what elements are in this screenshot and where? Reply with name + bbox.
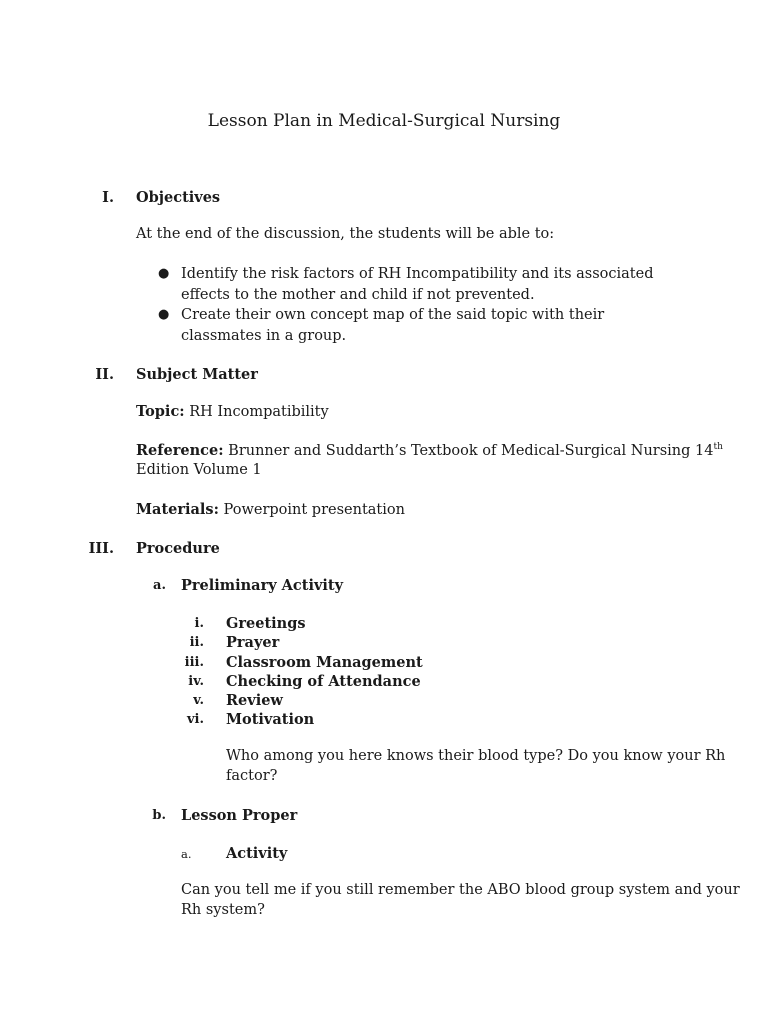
section-numeral-1: I.	[102, 189, 114, 206]
list-item-text: Greetings	[226, 615, 306, 632]
subsection-heading-lesson-proper: Lesson Proper	[181, 807, 298, 824]
objective-text: Identify the risk factors of RH Incompatibility and its associated effects to the mother and child if not prevented.	[181, 266, 654, 303]
topic-value: RH Incompatibility	[189, 404, 329, 420]
activity-heading: Activity	[226, 845, 288, 862]
subsection-heading-preliminary: Preliminary Activity	[181, 577, 344, 594]
preliminary-activity-list	[160, 614, 423, 730]
section-heading-objectives: Objectives	[136, 189, 221, 206]
materials-line	[136, 501, 405, 518]
section-numeral-3: III.	[88, 540, 114, 557]
list-item	[160, 633, 280, 652]
objectives-list	[158, 264, 678, 346]
list-item-text: Review	[226, 692, 283, 710]
topic-label: Topic:	[136, 403, 185, 420]
activity-question-line-1: Can you tell me if you still remember the ABO blood group system and your	[181, 882, 740, 898]
list-item-numeral: iv.	[188, 673, 204, 689]
reference-value: Brunner and Suddarth’s Textbook of Medical-Surgical Nursing 14	[228, 443, 714, 459]
reference-label: Reference:	[136, 442, 224, 459]
reference-superscript: th	[713, 442, 723, 453]
topic-line	[136, 403, 329, 420]
section-numeral-2: II.	[95, 366, 114, 383]
list-item	[160, 672, 421, 691]
subsection-letter-b: b.	[152, 808, 166, 823]
section-heading-subject-matter: Subject Matter	[136, 366, 258, 383]
subsection-letter-a: a.	[153, 578, 166, 593]
list-item-numeral: vi.	[186, 712, 204, 728]
materials-label: Materials:	[136, 501, 219, 518]
list-item	[160, 614, 306, 633]
bullet-icon: ●	[158, 307, 170, 322]
list-item	[160, 691, 283, 710]
list-item	[160, 653, 423, 672]
list-item-text: Motivation	[226, 711, 315, 729]
objective-item	[158, 264, 678, 305]
motivation-question-line-2: factor?	[226, 768, 278, 784]
reference-line	[136, 442, 723, 459]
list-item-numeral: i.	[194, 616, 204, 631]
activity-letter: a.	[181, 847, 192, 861]
list-item-numeral: ii.	[189, 635, 204, 651]
list-item-numeral: v.	[193, 693, 204, 709]
reference-line-2: Edition Volume 1	[136, 462, 262, 478]
document-title: Lesson Plan in Medical-Surgical Nursing	[207, 111, 561, 131]
bullet-icon: ●	[158, 266, 170, 281]
list-item-text: Classroom Management	[226, 653, 423, 671]
list-item-numeral: iii.	[184, 654, 204, 670]
list-item	[160, 710, 315, 729]
activity-question-line-2: Rh system?	[181, 902, 265, 918]
section-heading-procedure: Procedure	[136, 540, 220, 557]
objective-text: Create their own concept map of the said topic with their classmates in a group.	[181, 307, 605, 344]
list-item-text: Prayer	[226, 634, 280, 652]
objectives-intro: At the end of the discussion, the students will be able to:	[136, 226, 555, 242]
materials-value: Powerpoint presentation	[223, 502, 405, 518]
motivation-question-line-1: Who among you here knows their blood type? Do you know your Rh	[226, 748, 726, 764]
list-item-text: Checking of Attendance	[226, 672, 421, 690]
objective-item	[158, 305, 678, 346]
